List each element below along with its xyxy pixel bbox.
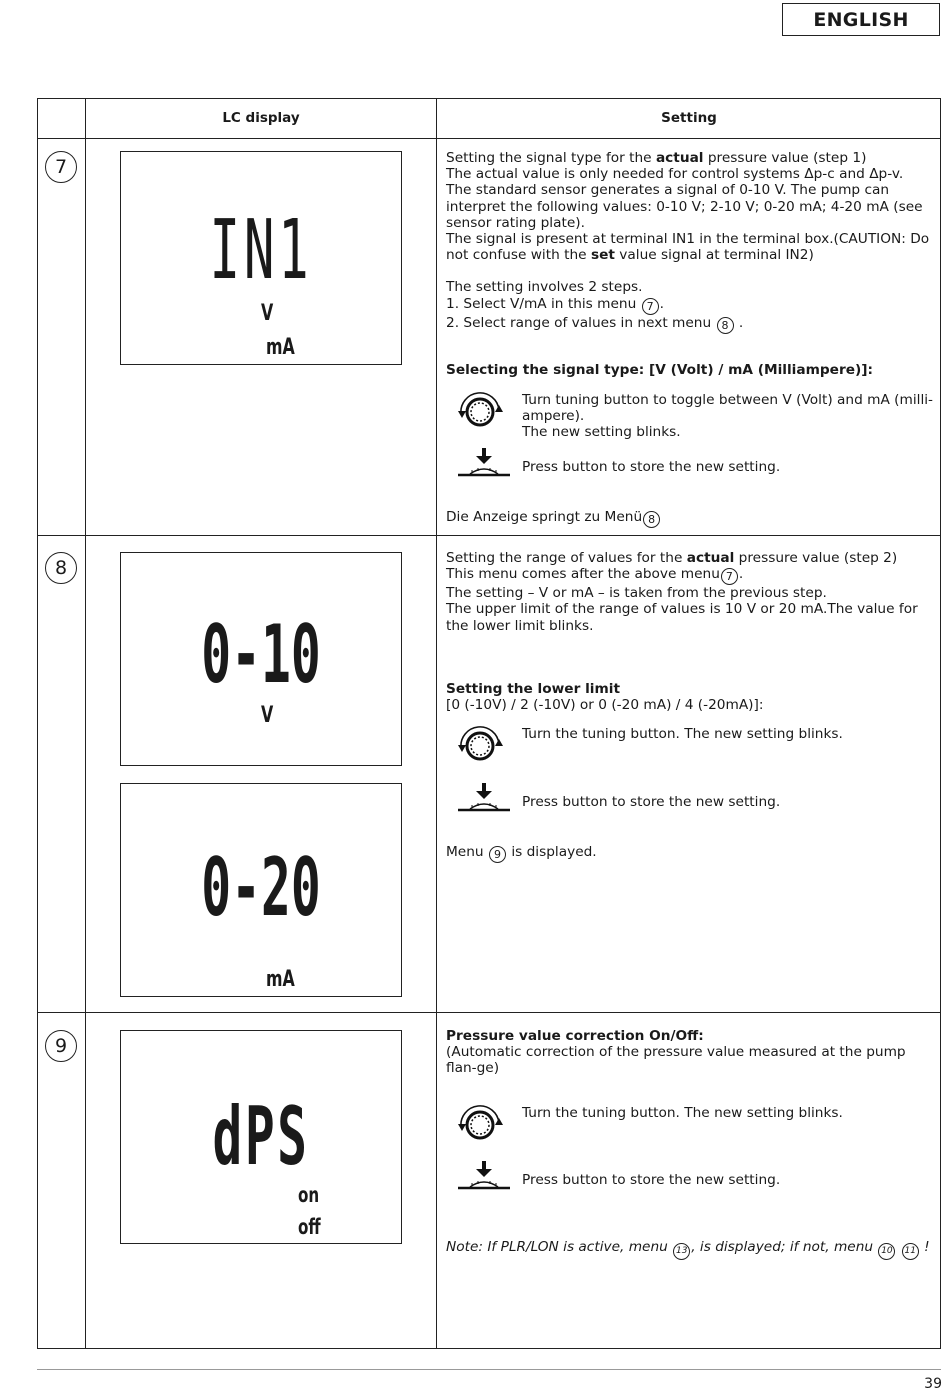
- section-heading: Selecting the signal type: [V (Volt) / mA (Milliampere)]:: [446, 362, 873, 378]
- press-step: Press button to store the new setting.: [454, 781, 942, 821]
- turn-step: Turn the tuning button. The new setting blinks.: [454, 1105, 942, 1145]
- lcd-unit-volt: V: [261, 703, 274, 728]
- page-number: 39: [924, 1376, 942, 1392]
- footer-rule: [37, 1369, 941, 1370]
- menu-ref-badge: 11: [902, 1243, 919, 1260]
- lcd-display: [120, 151, 402, 365]
- press-step: Press button to store the new setting.: [454, 446, 942, 486]
- press-step: Press button to store the new setting.: [454, 1159, 942, 1199]
- lcd-unit-volt: V: [261, 301, 274, 326]
- column-header-setting: Setting: [661, 110, 717, 126]
- lcd-main-value: IN1: [209, 203, 313, 298]
- lcd-display-milliampere: [120, 783, 402, 997]
- lcd-unit-on: on: [298, 1183, 320, 1207]
- lcd-unit-off: off: [298, 1215, 321, 1239]
- row-number: 7: [45, 151, 77, 183]
- lcd-unit-milliampere: mA: [266, 967, 295, 992]
- menu-ref-badge: 10: [878, 1243, 895, 1260]
- row-number: 9: [45, 1030, 77, 1062]
- lcd-display-volt: [120, 552, 402, 766]
- column-header-lc-display: LC display: [222, 110, 300, 126]
- lcd-display: [120, 1030, 402, 1244]
- menu-ref-badge: 8: [717, 317, 734, 334]
- rotary-knob-icon: [454, 392, 514, 432]
- menu-ref-badge: 13: [673, 1243, 690, 1260]
- lcd-unit-milliampere: mA: [266, 335, 295, 360]
- menu-ref-badge: 8: [643, 511, 660, 528]
- section-heading: Setting the lower limit [0 (-10V) / 2 (-10V) or 0 (-20 mA) / 4 (-20mA)]:: [446, 681, 764, 714]
- note-text: Note: If PLR/LON is active, menu 13 , is displayed; if not, menu 10 11 !: [446, 1239, 934, 1260]
- setting-description: Pressure value correction On/Off: (Automatic correction of the pressure value measured at the pump flan-ge): [446, 1028, 906, 1077]
- setting-description: Setting the range of values for the actual pressure value (step 2) This menu comes after the above menu 7 . The setting – V or mA – is taken from the previous step. The upper limit of the range of values is 10 V or 20 mA.The value for the lower limit blinks.: [446, 550, 918, 634]
- row-number: 8: [45, 552, 77, 584]
- lcd-main-value: 0-10: [201, 608, 321, 701]
- turn-step: Turn tuning button to toggle between V (Volt) and mA (milli-ampere). The new setting blinks.: [454, 392, 942, 441]
- menu-ref-badge: 7: [642, 298, 659, 315]
- menu-ref-badge: 9: [489, 846, 506, 863]
- press-button-icon: [454, 446, 514, 486]
- press-button-icon: [454, 781, 514, 821]
- lcd-main-value: dPS: [212, 1090, 310, 1183]
- press-button-icon: [454, 1159, 514, 1199]
- rotary-knob-icon: [454, 726, 514, 766]
- setting-description: Setting the signal type for the actual pressure value (step 1) The actual value is only needed for control systems Δp-c and Δp-v. The standard sensor generates a signal of 0-10 V. The pump can interpret the following values: 0-10 V; 2-10 V; 0-20 mA; 4-20 mA (see sensor rating plate). The signal is present at terminal IN1 in the terminal box.(CAUTION: Do not confuse with the set value signal at terminal IN2) The setting involves 2 steps. 1. Select V/mA in this menu 7 . 2. Select range of values in next menu 8 .: [446, 150, 930, 332]
- next-menu-note: Die Anzeige springt zu Menü 8: [446, 509, 934, 528]
- settings-table: [37, 98, 941, 1349]
- next-menu-note: Menu 9 is displayed.: [446, 844, 597, 861]
- turn-step: Turn the tuning button. The new setting blinks.: [454, 726, 942, 766]
- language-label: ENGLISH: [782, 3, 940, 36]
- lcd-main-value: 0-20: [201, 841, 321, 934]
- rotary-knob-icon: [454, 1105, 514, 1145]
- menu-ref-badge: 7: [721, 568, 738, 585]
